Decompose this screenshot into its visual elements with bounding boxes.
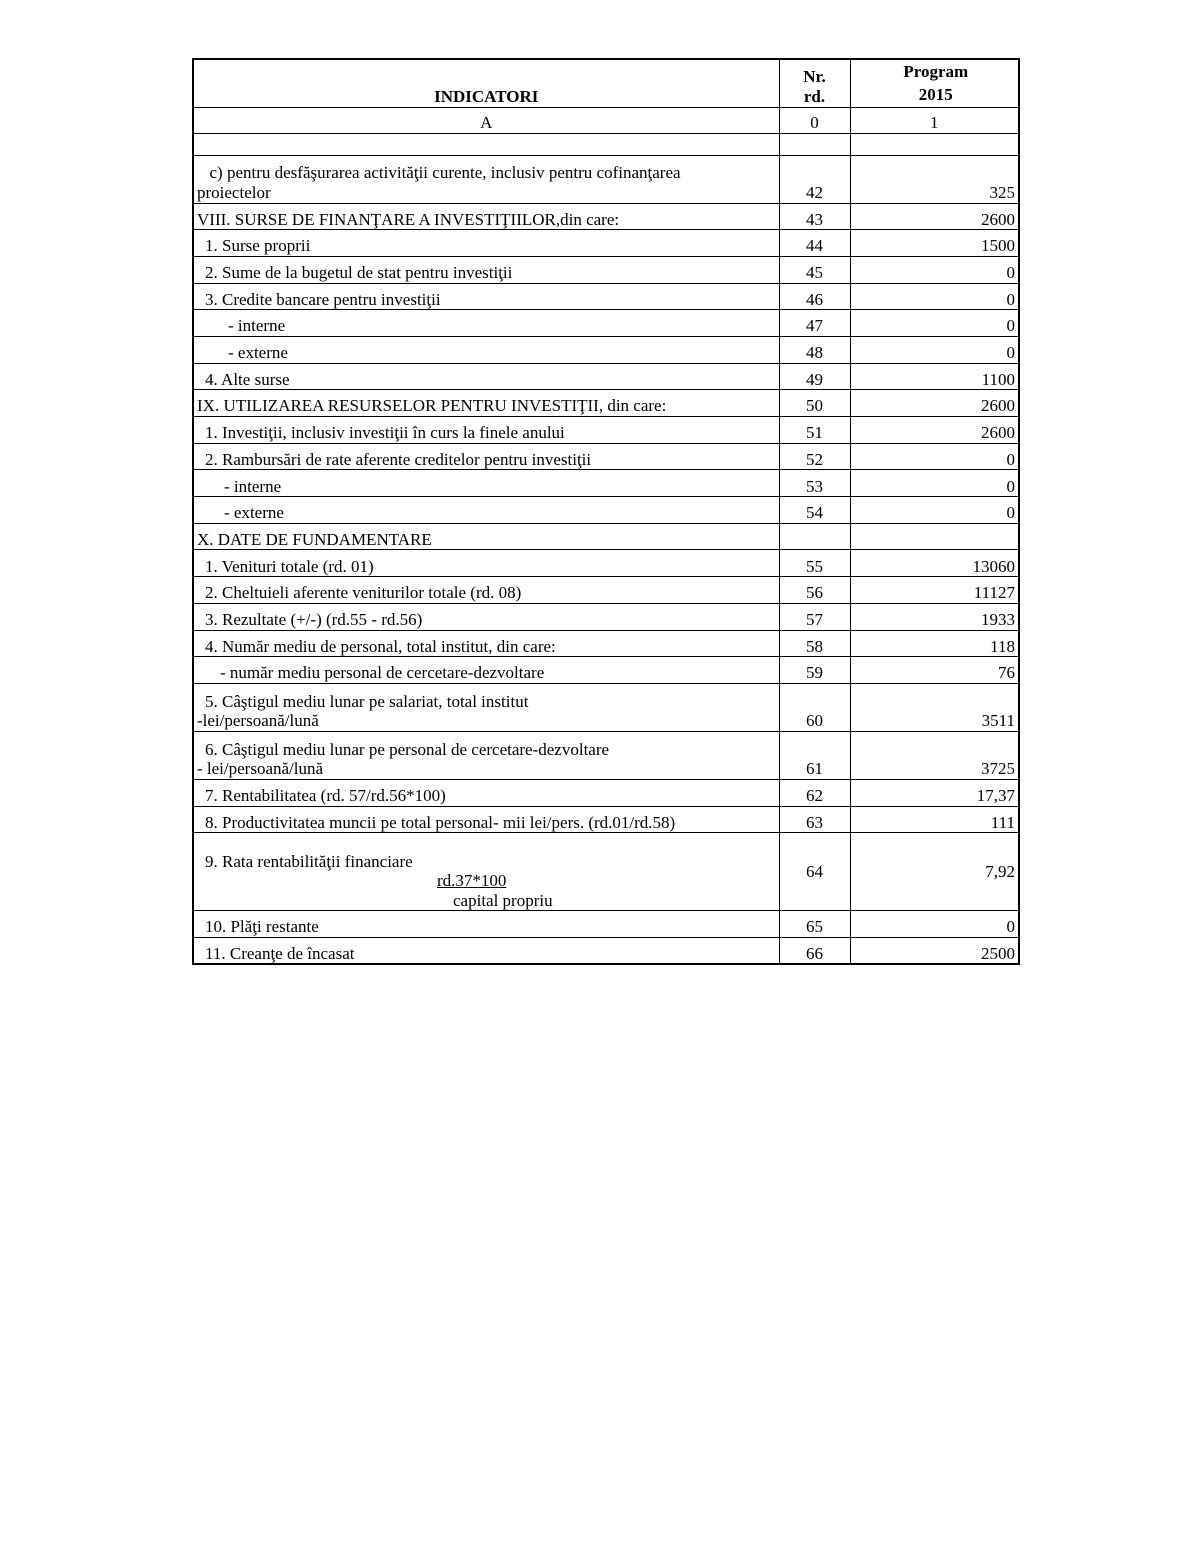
table-body <box>193 155 1019 964</box>
table-row <box>193 523 1019 550</box>
program-value-cell: 13060 <box>850 550 1019 577</box>
indicator-label: 8. Productivitatea muncii pe total personal- mii lei/pers. (rd.01/rd.58) <box>205 812 676 832</box>
table-row <box>193 417 1019 444</box>
row-number-cell: 62 <box>779 779 850 806</box>
indicator-label: 1. Surse proprii <box>205 236 311 256</box>
indicator-cell <box>193 806 779 833</box>
table-row <box>193 911 1019 938</box>
program-value-cell <box>850 523 1019 550</box>
row-number-cell: 51 <box>779 417 850 444</box>
row-number-cell: 54 <box>779 497 850 524</box>
table-row <box>193 683 1019 731</box>
indicator-label: - interne <box>228 316 286 336</box>
header-program-line1: Program <box>903 61 969 81</box>
row-number-cell: 65 <box>779 911 850 938</box>
indicator-label: VIII. SURSE DE FINANŢARE A INVESTIŢIILOR,din care: <box>197 209 620 229</box>
row-number-cell: 57 <box>779 603 850 630</box>
row-number-cell: 45 <box>779 256 850 283</box>
row-number-cell: 44 <box>779 230 850 257</box>
indicator-cell <box>193 550 779 577</box>
indicator-cell <box>193 230 779 257</box>
table-header-row <box>193 59 1019 107</box>
indicator-cell <box>193 417 779 444</box>
row-number-cell: 46 <box>779 283 850 310</box>
table-row <box>193 806 1019 833</box>
header-program <box>850 59 1019 107</box>
blank-cell <box>193 133 779 155</box>
program-value-cell: 76 <box>850 657 1019 684</box>
program-value-cell: 2600 <box>850 417 1019 444</box>
indicator-label: 9. Rata rentabilităţii financiare <box>205 851 413 871</box>
program-value-cell: 0 <box>850 911 1019 938</box>
indicator-cell <box>193 833 779 911</box>
program-value-cell: 118 <box>850 630 1019 657</box>
row-number-cell: 50 <box>779 390 850 417</box>
row-number-cell: 47 <box>779 310 850 337</box>
table-row <box>193 470 1019 497</box>
header-program-line2: 2015 <box>918 84 953 104</box>
program-value-cell: 7,92 <box>850 833 1019 911</box>
indicator-label-line: -lei/persoană/lună <box>197 711 319 731</box>
program-value-cell: 3511 <box>850 683 1019 731</box>
table-row <box>193 937 1019 964</box>
indicator-label: 10. Plăţi restante <box>205 917 319 937</box>
indicator-cell <box>193 630 779 657</box>
indicators-table <box>192 58 1020 965</box>
indicator-cell <box>193 283 779 310</box>
table-row <box>193 657 1019 684</box>
indicator-label: - interne <box>224 476 282 496</box>
column-index-row <box>193 107 1019 133</box>
table-row <box>193 731 1019 779</box>
indicator-label: - externe <box>224 503 284 523</box>
header-nr-rd <box>779 59 850 107</box>
table-row <box>193 630 1019 657</box>
indicator-cell <box>193 310 779 337</box>
index-1: 1 <box>850 107 1019 133</box>
table-row <box>193 310 1019 337</box>
indicator-label: 3. Credite bancare pentru investiţii <box>205 289 441 309</box>
table-row <box>193 283 1019 310</box>
index-a: A <box>193 107 779 133</box>
indicator-label: 1. Investiţii, inclusiv investiţii în curs la finele anului <box>205 423 565 443</box>
indicator-label-line: proiectelor <box>197 182 271 202</box>
indicator-label: 1. Venituri totale (rd. 01) <box>205 556 374 576</box>
table-row <box>193 336 1019 363</box>
program-value-cell: 0 <box>850 497 1019 524</box>
program-value-cell: 325 <box>850 155 1019 203</box>
header-nr-line2: rd. <box>803 86 826 106</box>
program-value-cell: 2600 <box>850 390 1019 417</box>
table-row <box>193 203 1019 230</box>
indicator-cell <box>193 911 779 938</box>
program-value-cell: 1100 <box>850 363 1019 390</box>
indicator-cell <box>193 363 779 390</box>
indicator-label: 2. Sume de la bugetul de stat pentru investiţii <box>205 263 513 283</box>
indicator-label: 2. Cheltuieli aferente veniturilor totale (rd. 08) <box>205 583 522 603</box>
table-row <box>193 390 1019 417</box>
ratio-denominator: capital propriu <box>453 890 553 910</box>
program-value-cell: 11127 <box>850 577 1019 604</box>
row-number-cell <box>779 523 850 550</box>
indicator-cell <box>193 603 779 630</box>
indicator-cell <box>193 937 779 964</box>
program-value-cell: 1933 <box>850 603 1019 630</box>
program-value-cell: 111 <box>850 806 1019 833</box>
indicator-label: 3. Rezultate (+/-) (rd.55 - rd.56) <box>205 609 423 629</box>
indicator-label-line: - lei/persoană/lună <box>197 759 324 779</box>
indicator-cell <box>193 779 779 806</box>
header-nr-line1: Nr. <box>803 67 826 87</box>
row-number-cell: 49 <box>779 363 850 390</box>
indicator-label: 7. Rentabilitatea (rd. 57/rd.56*100) <box>205 786 446 806</box>
indicator-label-line: 5. Câştigul mediu lunar pe salariat, total institut <box>205 691 529 711</box>
indicator-cell <box>193 683 779 731</box>
row-number-cell: 59 <box>779 657 850 684</box>
indicator-label: - număr mediu personal de cercetare-dezvoltare <box>220 663 545 683</box>
table-row <box>193 577 1019 604</box>
table-row <box>193 363 1019 390</box>
blank-cell <box>850 133 1019 155</box>
table-row <box>193 833 1019 911</box>
indicator-label: 4. Alte surse <box>205 369 290 389</box>
row-number-cell: 66 <box>779 937 850 964</box>
indicator-label-line: 6. Câştigul mediu lunar pe personal de cercetare-dezvoltare <box>205 739 610 759</box>
row-number-cell: 52 <box>779 443 850 470</box>
indicator-cell <box>193 523 779 550</box>
row-number-cell: 53 <box>779 470 850 497</box>
table-row <box>193 497 1019 524</box>
program-value-cell: 3725 <box>850 731 1019 779</box>
row-number-cell: 61 <box>779 731 850 779</box>
row-number-cell: 48 <box>779 336 850 363</box>
indicator-label: 11. Creanţe de încasat <box>205 943 355 963</box>
indicator-cell <box>193 470 779 497</box>
program-value-cell: 17,37 <box>850 779 1019 806</box>
blank-row <box>193 133 1019 155</box>
program-value-cell: 0 <box>850 256 1019 283</box>
row-number-cell: 60 <box>779 683 850 731</box>
row-number-cell: 56 <box>779 577 850 604</box>
indicator-label: X. DATE DE FUNDAMENTARE <box>197 529 432 549</box>
indicator-cell <box>193 497 779 524</box>
indicator-label: - externe <box>228 343 288 363</box>
row-number-cell: 43 <box>779 203 850 230</box>
header-indicatori: INDICATORI <box>193 59 779 107</box>
program-value-cell: 0 <box>850 443 1019 470</box>
indicator-cell <box>193 577 779 604</box>
indicator-cell <box>193 443 779 470</box>
indicator-label-line: c) pentru desfăşurarea activităţii curente, inclusiv pentru cofinanţarea <box>201 163 681 183</box>
row-number-cell: 42 <box>779 155 850 203</box>
table-row <box>193 779 1019 806</box>
table-row <box>193 256 1019 283</box>
program-value-cell: 2500 <box>850 937 1019 964</box>
table-row <box>193 603 1019 630</box>
indicator-cell <box>193 336 779 363</box>
indicator-cell <box>193 256 779 283</box>
row-number-cell: 55 <box>779 550 850 577</box>
index-0: 0 <box>779 107 850 133</box>
ratio-numerator: rd.37*100 <box>437 871 507 891</box>
indicator-cell <box>193 731 779 779</box>
row-number-cell: 63 <box>779 806 850 833</box>
blank-cell <box>779 133 850 155</box>
program-value-cell: 1500 <box>850 230 1019 257</box>
indicator-label: IX. UTILIZAREA RESURSELOR PENTRU INVESTIŢII, din care: <box>197 396 667 416</box>
table-row <box>193 155 1019 203</box>
indicator-cell <box>193 657 779 684</box>
indicator-cell <box>193 203 779 230</box>
table-row <box>193 230 1019 257</box>
program-value-cell: 0 <box>850 283 1019 310</box>
indicator-label: 2. Rambursări de rate aferente creditelor pentru investiţii <box>205 449 592 469</box>
indicator-label: 4. Număr mediu de personal, total institut, din care: <box>205 636 556 656</box>
program-value-cell: 2600 <box>850 203 1019 230</box>
table-row <box>193 443 1019 470</box>
program-value-cell: 0 <box>850 336 1019 363</box>
program-value-cell: 0 <box>850 310 1019 337</box>
row-number-cell: 58 <box>779 630 850 657</box>
indicator-cell <box>193 155 779 203</box>
row-number-cell: 64 <box>779 833 850 911</box>
table-row <box>193 550 1019 577</box>
program-value-cell: 0 <box>850 470 1019 497</box>
indicator-cell <box>193 390 779 417</box>
